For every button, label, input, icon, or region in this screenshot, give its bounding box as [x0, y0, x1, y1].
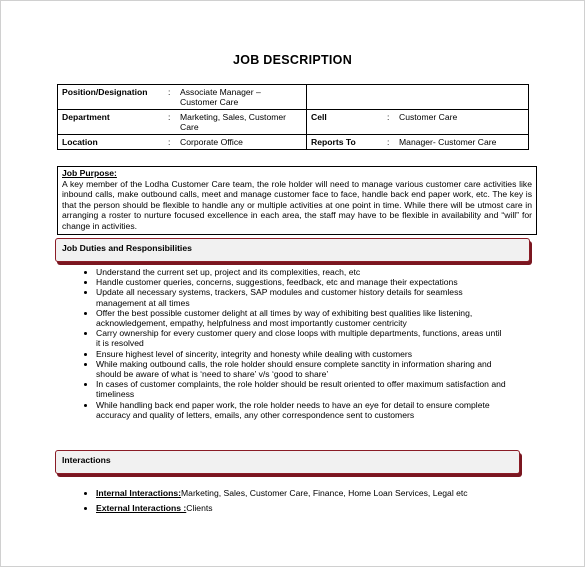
list-item: • Handle customer queries, concerns, suggestions, feedback, etc and manage their expectations	[96, 277, 506, 287]
colon: :	[387, 112, 390, 122]
colon: :	[168, 137, 171, 147]
info-row-location	[58, 135, 529, 150]
list-item: • Understand the current set up, project and its complexities, reach, etc	[96, 267, 506, 277]
interactions-section-header	[55, 450, 520, 474]
list-item: • In cases of customer complaints, the role holder should be result oriented to offer maximum satisfaction and timeliness	[96, 379, 506, 399]
external-interactions-item	[96, 501, 536, 516]
reports-label: Reports To	[311, 137, 356, 147]
position-value: Associate Manager – Customer Care	[180, 87, 261, 107]
location-value: Corporate Office	[180, 137, 243, 147]
duties-heading: Job Duties and Responsibilities	[62, 243, 192, 253]
department-value: Marketing, Sales, Customer Care	[180, 112, 287, 132]
cell-label: Cell	[311, 112, 327, 122]
info-row-department	[58, 110, 529, 135]
external-interactions-label: External Interactions :	[96, 503, 187, 513]
duties-section-header	[55, 238, 530, 262]
interactions-heading: Interactions	[62, 455, 111, 465]
location-label: Location	[62, 137, 98, 147]
list-item: • While handling back end paper work, the role holder needs to have an eye for detail to ensure complete accuracy and quality of letters, emails, any other correspondence sent to customers	[96, 400, 506, 420]
info-row-position	[58, 85, 529, 110]
colon: :	[387, 137, 390, 147]
position-cell	[58, 85, 307, 110]
external-interactions-value: Clients	[186, 503, 213, 513]
list-item: • Offer the best possible customer delight at all times by way of exhibiting best qualities like listening, acknowledgement, empathy, helpfulness and most importantly customer centricity	[96, 308, 506, 328]
internal-interactions-item	[96, 486, 536, 501]
interactions-list	[77, 486, 536, 516]
job-info-table	[57, 84, 529, 150]
reports-cell	[307, 135, 529, 150]
cell-cell	[307, 110, 529, 135]
document-title: JOB DESCRIPTION	[232, 53, 353, 67]
list-item: • Carry ownership for every customer query and close loops with multiple departments, functions, areas until it is resolved	[96, 328, 506, 348]
position-label: Position/Designation	[62, 87, 148, 97]
job-purpose-box	[57, 166, 537, 235]
job-purpose-heading: Job Purpose:	[62, 168, 117, 178]
list-item: • While making outbound calls, the role holder should ensure complete sanctity in information sharing and should be aware of what is ‘need to share’ v/s ‘good to share’	[96, 359, 506, 379]
reports-value: Manager- Customer Care	[399, 137, 497, 147]
cell-value: Customer Care	[399, 112, 458, 122]
location-cell	[58, 135, 307, 150]
internal-interactions-label: Internal Interactions:	[96, 488, 181, 498]
department-cell	[58, 110, 307, 135]
job-purpose-text: A key member of the Lodha Customer Care team, the role holder will need to manage various customer care activities like inbound calls, make outbound calls, meet and manage customer face to face, handle back end paper work, etc. The key is that the person should be flexible to handle any or multiple activities at one point in time. While there will be utmost care in arranging a roster to nurture focused excellence in each area, the staff may have to be flexible in availability and “will” for change in activities.	[62, 178, 532, 231]
list-item: • Update all necessary systems, trackers, SAP modules and customer history details for seamless management at all times	[96, 287, 506, 307]
colon: :	[168, 112, 171, 122]
duties-list	[77, 267, 506, 420]
empty-cell	[307, 85, 529, 110]
department-label: Department	[62, 112, 110, 122]
internal-interactions-value: Marketing, Sales, Customer Care, Finance, Home Loan Services, Legal etc	[181, 488, 468, 498]
list-item: • Ensure highest level of sincerity, integrity and honesty while dealing with customers	[96, 349, 506, 359]
colon: :	[168, 87, 171, 97]
